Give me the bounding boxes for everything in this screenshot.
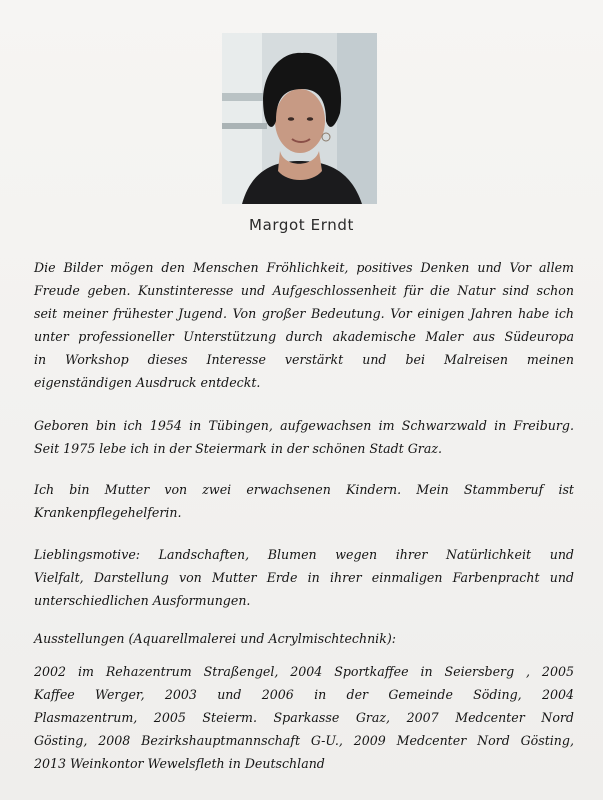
- exhibitions-list: [34, 660, 574, 775]
- text-line: Seit 1975 lebe ich in der Steiermark in der schönen Stadt Graz.: [34, 441, 442, 456]
- text-line: 2013 Weinkontor Wewelsfleth in Deutschland: [34, 756, 325, 771]
- text-line: unterschiedlichen Ausformungen.: [34, 593, 251, 608]
- bio-paragraph-intro: [34, 256, 574, 394]
- text-line: eigenständigen Ausdruck entdeckt.: [34, 375, 261, 390]
- bio-paragraph-motifs: [34, 543, 574, 612]
- text-line: 2002 im Rehazentrum Straßengel, 2004 Sportkaffee in Seiersberg , 2005: [34, 664, 574, 679]
- text-line: Vielfalt, Darstellung von Mutter Erde in ihrer einmaligen Farbenpracht und: [34, 570, 574, 585]
- text-line: Ich bin Mutter von zwei erwachsenen Kindern. Mein Stammberuf ist: [34, 482, 574, 497]
- text-line: unter professioneller Unterstützung durch akademische Maler aus Südeuropa: [34, 329, 574, 344]
- text-line: Lieblingsmotive: Landschaften, Blumen wegen ihrer Natürlichkeit und: [34, 547, 574, 562]
- text-line: Die Bilder mögen den Menschen Fröhlichkeit, positives Denken und Vor allem: [34, 260, 574, 275]
- bio-paragraph-origin: [34, 414, 574, 460]
- text-line: Plasmazentrum, 2005 Steierm. Sparkasse Graz, 2007 Medcenter Nord: [34, 710, 574, 725]
- artist-name: Margot Erndt: [249, 216, 354, 234]
- text-line: seit meiner frühester Jugend. Von großer Bedeutung. Vor einigen Jahren habe ich: [34, 306, 574, 321]
- text-line: Geboren bin ich 1954 in Tübingen, aufgewachsen im Schwarzwald in Freiburg.: [34, 418, 574, 433]
- text-line: Ausstellungen (Aquarellmalerei und Acrylmischtechnik):: [34, 631, 397, 646]
- text-line: Kaffee Werger, 2003 und 2006 in der Gemeinde Söding, 2004: [34, 687, 574, 702]
- bio-paragraph-family: [34, 478, 574, 524]
- text-line: Freude geben. Kunstinteresse und Aufgeschlossenheit für die Natur sind schon: [34, 283, 574, 298]
- exhibitions-heading: [34, 627, 574, 650]
- portrait-photo: [222, 33, 377, 204]
- text-line: Gösting, 2008 Bezirkshauptmannschaft G-U., 2009 Medcenter Nord Gösting,: [34, 733, 574, 748]
- text-line: in Workshop dieses Interesse verstärkt und bei Malreisen meinen: [34, 352, 574, 367]
- text-line: Krankenpflegehelferin.: [34, 505, 182, 520]
